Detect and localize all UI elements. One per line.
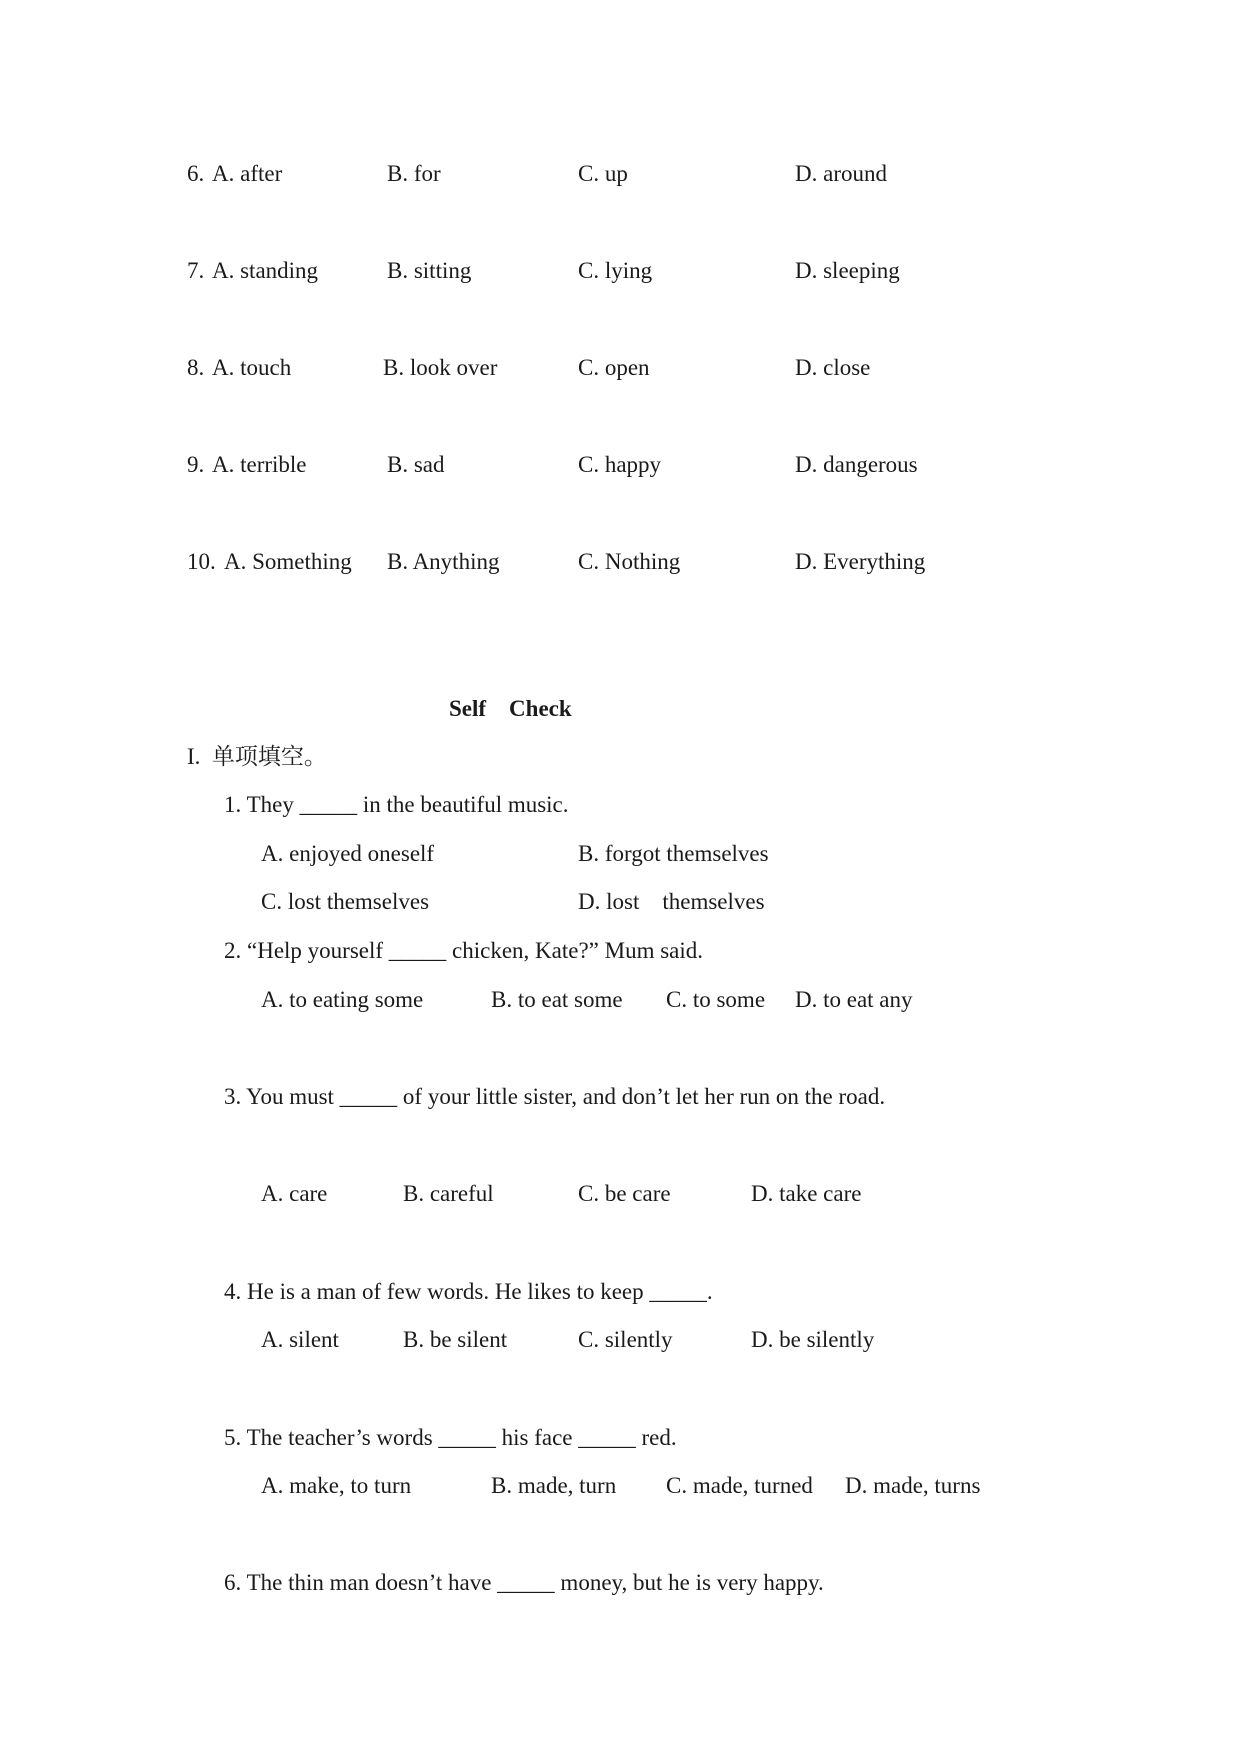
question-stem: 3. You must _____ of your little sister, and don’t let her run on the road. <box>224 1084 886 1109</box>
option-b: B. forgot themselves <box>578 841 769 866</box>
question-number: 9. <box>187 452 205 477</box>
question-number: 6. <box>187 161 205 186</box>
option-c: C. up <box>578 161 628 186</box>
question-number: 10. <box>187 549 216 574</box>
option-a: A. care <box>261 1181 328 1206</box>
option-b: B. sitting <box>387 258 472 283</box>
option-a: A. after <box>212 161 283 186</box>
option-c: C. to some <box>666 987 766 1012</box>
option-b: B. sad <box>387 452 445 477</box>
question-stem: 5. The teacher’s words _____ his face _____ red. <box>224 1425 677 1450</box>
option-a: A. silent <box>261 1327 339 1352</box>
option-b: B. made, turn <box>491 1473 617 1498</box>
option-d: D. dangerous <box>795 452 918 477</box>
option-d: D. to eat any <box>795 987 913 1012</box>
question-stem: 1. They _____ in the beautiful music. <box>224 792 569 817</box>
question-stem: 6. The thin man doesn’t have _____ money, but he is very happy. <box>224 1570 824 1595</box>
option-b: B. careful <box>403 1181 494 1206</box>
option-a: A. enjoyed oneself <box>261 841 435 866</box>
option-c: C. made, turned <box>666 1473 813 1498</box>
option-b: B. Anything <box>387 549 500 574</box>
option-c: C. happy <box>578 452 662 477</box>
option-b: B. look over <box>383 355 498 380</box>
option-c: C. lying <box>578 258 653 283</box>
option-c: C. lost themselves <box>261 889 430 914</box>
option-c: C. Nothing <box>578 549 681 574</box>
question-number: 8. <box>187 355 205 380</box>
option-c: C. silently <box>578 1327 673 1352</box>
option-c: C. open <box>578 355 650 380</box>
option-d: D. take care <box>751 1181 862 1206</box>
option-a: A. Something <box>224 549 352 574</box>
section-label: I. 单项填空。 <box>187 744 327 769</box>
option-d: D. made, turns <box>845 1473 981 1498</box>
option-d: D. be silently <box>751 1327 875 1352</box>
option-a: A. standing <box>212 258 319 283</box>
option-a: A. terrible <box>212 452 307 477</box>
option-a: A. touch <box>212 355 292 380</box>
option-d: D. lost themselves <box>578 889 765 914</box>
option-d: D. sleeping <box>795 258 900 283</box>
option-d: D. around <box>795 161 887 186</box>
section-title: Self Check <box>449 696 572 721</box>
option-a: A. to eating some <box>261 987 424 1012</box>
option-c: C. be care <box>578 1181 671 1206</box>
option-a: A. make, to turn <box>261 1473 412 1498</box>
option-d: D. Everything <box>795 549 926 574</box>
question-stem: 4. He is a man of few words. He likes to keep _____. <box>224 1279 713 1304</box>
option-b: B. for <box>387 161 441 186</box>
option-b: B. be silent <box>403 1327 508 1352</box>
question-stem: 2. “Help yourself _____ chicken, Kate?” Mum said. <box>224 938 704 963</box>
question-number: 7. <box>187 258 205 283</box>
option-b: B. to eat some <box>491 987 623 1012</box>
option-d: D. close <box>795 355 871 380</box>
